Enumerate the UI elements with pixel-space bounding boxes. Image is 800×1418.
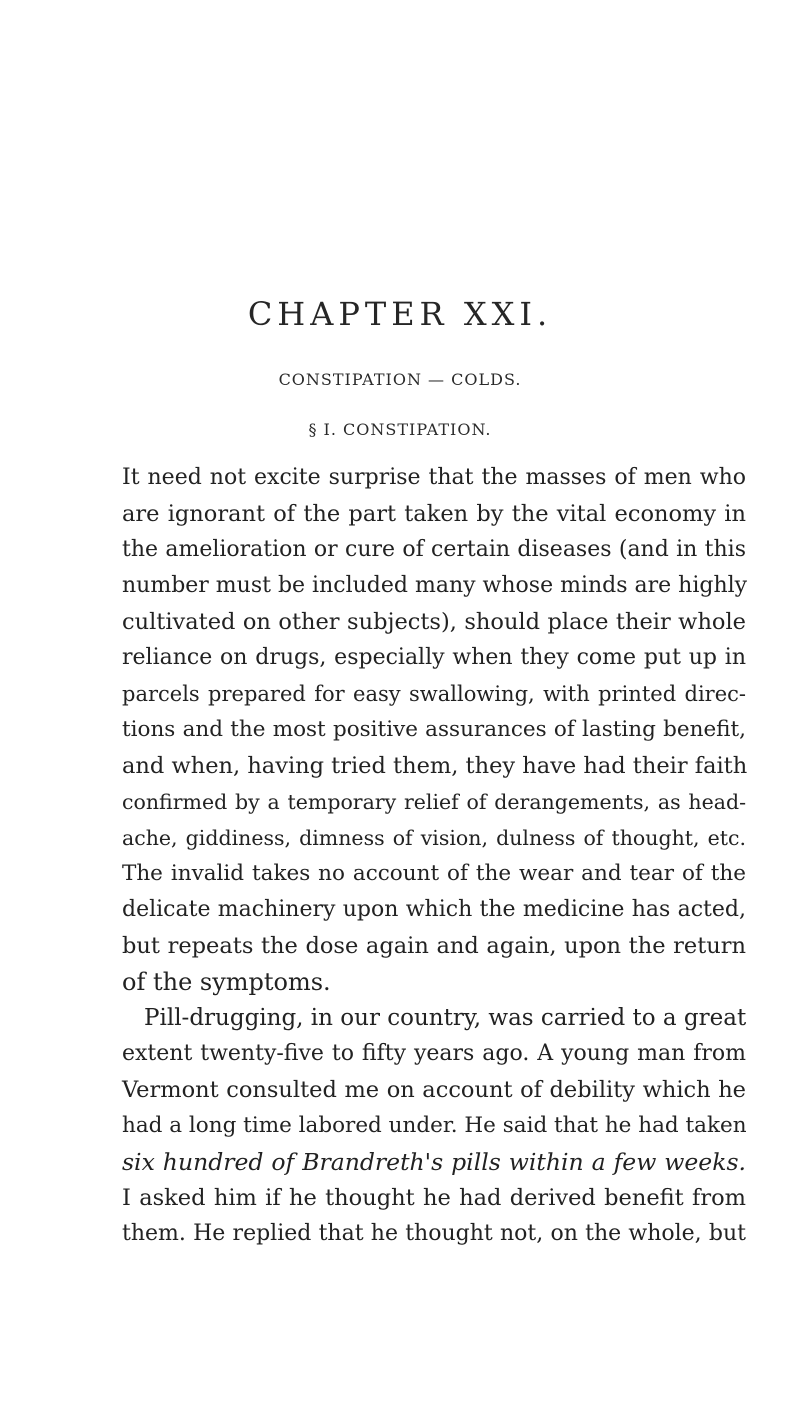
text-line: them. He replied that he thought not, on the whole, but (122, 1221, 746, 1246)
text-line: tions and the most positive assurances of lasting benefit, (122, 717, 746, 742)
text-line: parcels prepared for easy swallowing, with printed direc- (122, 682, 746, 706)
text-line: are ignorant of the part taken by the vital economy in (122, 501, 746, 527)
section-heading: § I. CONSTIPATION. (308, 420, 492, 439)
text-line: confirmed by a temporary relief of derangements, as head- (122, 790, 746, 814)
paragraph-2 (122, 1000, 746, 1252)
paragraph-1 (122, 460, 746, 1000)
text-line: had a long time labored under. He said that he had taken (122, 1113, 747, 1138)
italic-text-line: six hundred of Brandreth's pills within a few weeks. (122, 1148, 746, 1176)
chapter-title: CHAPTER XXI. (247, 295, 553, 333)
text-line: number must be included many whose minds are highly (122, 573, 748, 598)
text-line: of the symptoms. (122, 968, 331, 996)
body-text (122, 460, 746, 1252)
text-line: extent twenty-five to fifty years ago. A young man from (122, 1041, 746, 1066)
text-line: It need not excite surprise that the masses of men who (122, 465, 746, 490)
text-line: delicate machinery upon which the medicine has acted, (122, 897, 746, 922)
text-line: Pill-drugging, in our country, was carried to a great (144, 1005, 747, 1031)
text-line: the amelioration or cure of certain diseases (and in this (122, 537, 746, 562)
text-line: reliance on drugs, especially when they come put up in (122, 645, 746, 670)
text-line: I asked him if he thought he had derived benefit from (122, 1185, 746, 1211)
text-line: ache, giddiness, dimness of vision, dulness of thought, etc. (122, 826, 746, 850)
chapter-subtitle: CONSTIPATION — COLDS. (278, 370, 522, 389)
text-line: The invalid takes no account of the wear and tear of the (122, 861, 746, 886)
text-line: but repeats the dose again and again, upon the return (122, 933, 746, 959)
text-line: Vermont consulted me on account of debility which he (122, 1077, 746, 1103)
text-line: and when, having tried them, they have had their faith (122, 753, 748, 779)
text-line: cultivated on other subjects), should place their whole (122, 609, 746, 635)
